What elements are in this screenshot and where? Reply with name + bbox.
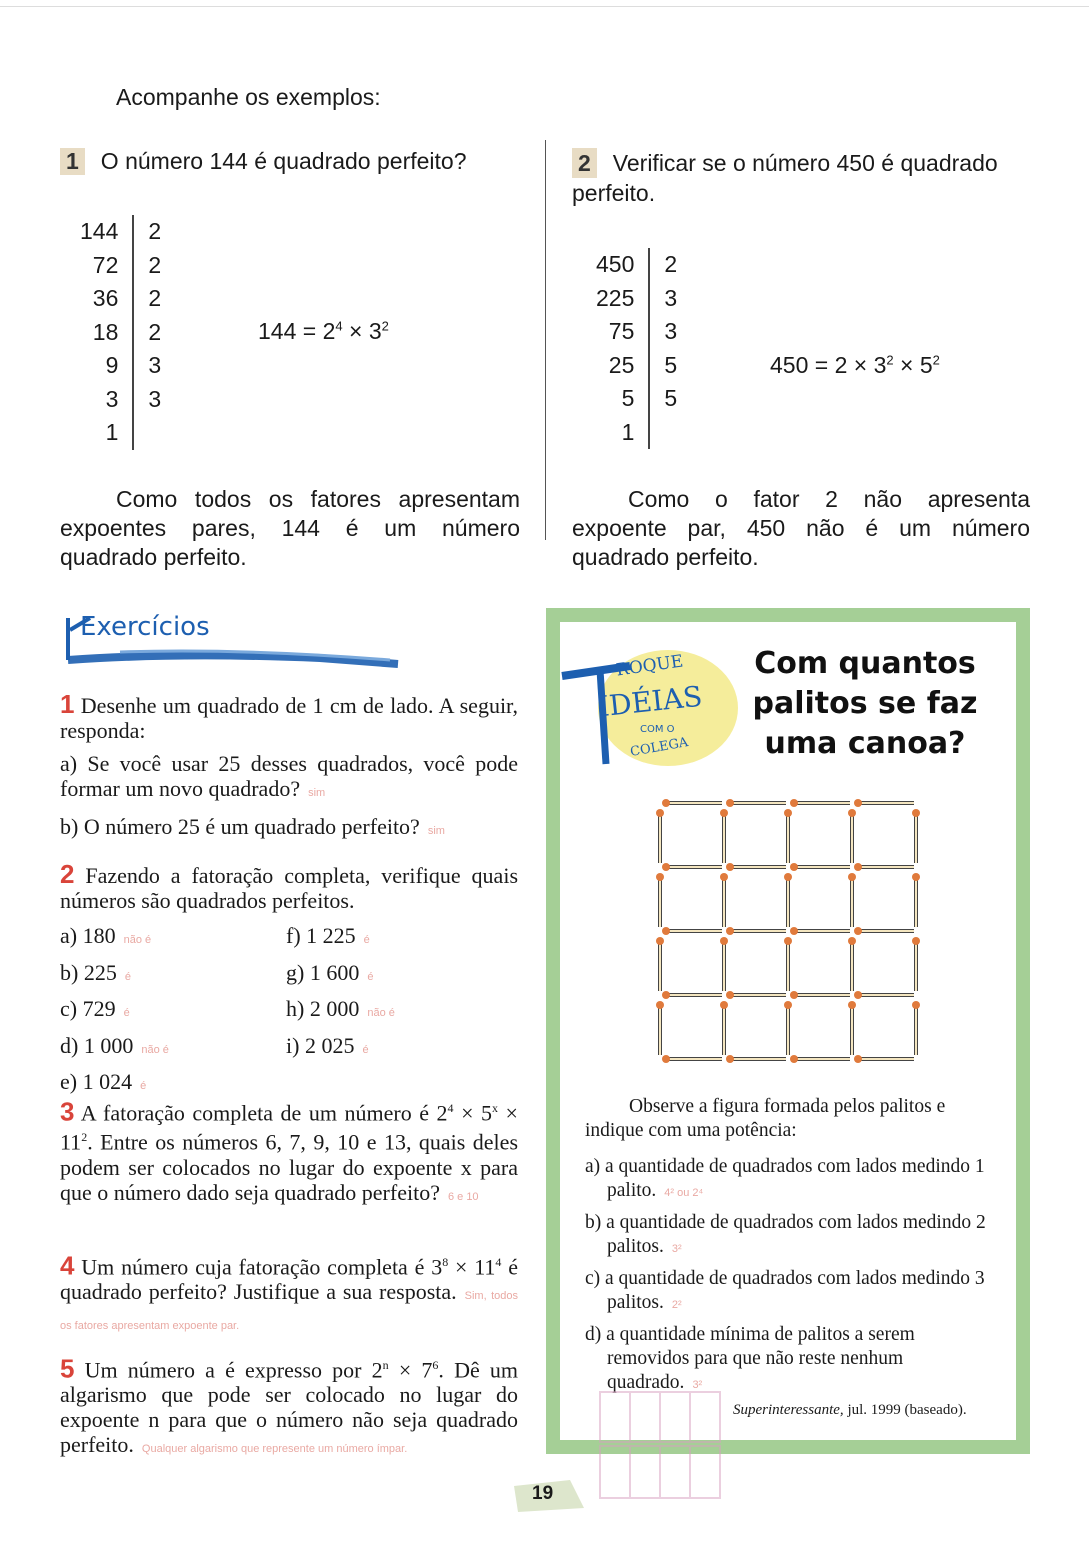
match-head [662,799,670,807]
box-items [585,1155,990,1403]
source-title: Superinteressante, [733,1402,844,1418]
match-head [662,991,670,999]
matchstick [720,809,728,863]
factor-row [596,349,677,383]
matchstick [784,1001,792,1055]
factor-row [80,316,161,350]
exercise-2-number-value: a) 180 [60,923,116,948]
match-head [790,1055,798,1063]
match-head [726,799,734,807]
prime-factor: 2 [133,249,161,283]
example-1-question [60,148,467,175]
box-question-text: b) a quantidade de quadrados com lados medindo 2 palitos. [585,1212,986,1257]
example-1-number: 1 [60,148,85,175]
prime-factor: 2 [133,215,161,249]
factor-row [596,416,677,450]
result-lhs: 144 = 2 [258,318,336,344]
dividend: 36 [92,285,119,312]
factor-row [80,215,161,249]
exercise-2-answer: é [124,970,131,983]
badge-line-2: IDÉIAS [596,679,704,724]
exercise-4-text-a: Um número cuja fatoração completa é 3 [81,1254,443,1280]
exercise-3-number: 3 [60,1096,75,1127]
matchstick [790,991,850,999]
matchstick [726,991,786,999]
exercise-2-number-value: b) 225 [60,959,117,985]
dividend: 25 [608,351,635,378]
factor-row [80,349,161,383]
match-head [662,1055,670,1063]
match-head [848,937,856,945]
match-head [854,863,862,871]
dividend: 18 [92,318,119,345]
factor-row [596,382,677,416]
matchstick [848,1001,856,1055]
exercise-1-number: 1 [60,689,75,719]
match-head [848,873,856,881]
factor-row [80,383,161,417]
exercise-2-item [286,920,395,957]
exercise-4-answer: Sim, todos os fatores apresentam expoente par. [60,1290,518,1333]
prime-factor [133,416,161,450]
box-question-answer: 3² [671,1243,682,1255]
exercise-1b-answer: sim [427,825,445,837]
matchstick [848,937,856,991]
dividend: 3 [105,385,119,412]
exercise-4-number: 4 [60,1250,75,1281]
match-head [656,1001,664,1009]
matchstick [720,873,728,927]
match-head [662,927,670,935]
exercise-5-exp-a: n [382,1358,389,1372]
box-title: Com quantos palitos se faz uma canoa? [752,646,978,761]
match-head [720,809,728,817]
matchstick [662,863,722,871]
match-head [656,809,664,817]
exercise-2-number-value: d) 1 000 [60,1032,134,1058]
exercise-2-answer: não é [123,934,152,946]
example-1-conclusion: Como todos os fatores apresentam expoentes pares, 144 é um número quadrado perfeito. [60,486,520,570]
matchstick [854,991,914,999]
dividend: 1 [105,419,119,446]
exercise-2 [60,859,518,913]
exercise-1 [60,689,519,844]
exercise-2-answer: não é [367,1007,395,1019]
matchstick [720,937,728,991]
page-number: 19 [532,1483,554,1504]
match-head [854,799,862,807]
dividend: 75 [608,318,635,345]
factor-row [596,282,677,316]
match-head [784,1001,792,1009]
exercise-3-text-a: A fatoração completa de um número é 2 [80,1100,448,1126]
matchstick [790,863,850,871]
example-1-result [258,318,389,345]
match-head [726,991,734,999]
exercise-3-text-b: × 5 [453,1100,493,1126]
exercise-5-text-b: × 7 [388,1357,433,1383]
factor-row [80,416,161,450]
match-head [656,937,664,945]
exercise-4-text-c: é quadrado perfeito? Justifique a sua resposta. [60,1254,518,1305]
exercise-2-answer: é [367,970,374,983]
exercise-2-number-value: e) 1 024 [60,1069,133,1094]
box-question-text: c) a quantidade de quadrados com lados medindo 3 palitos. [585,1268,985,1313]
exercise-2-number: 2 [60,859,75,889]
top-rule [0,6,1089,7]
exercise-2-number-value: f) 1 225 [286,923,356,948]
faint-matchstick-ghost [596,1388,726,1504]
exercise-1-text: Desenhe um quadrado de 1 cm de lado. A seguir, responda: [60,693,519,743]
exercise-5-answer: Qualquer algarismo que represente um número ímpar. [141,1443,408,1456]
prime-factor: 2 [133,316,161,350]
box-question [585,1155,990,1205]
badge-line-4: COLEGA [629,735,690,760]
matchstick [726,863,786,871]
matchstick [662,927,722,935]
result-mid: × 3 [342,318,382,344]
box-question-text: a) a quantidade de quadrados com lados medindo 1 palito. [585,1156,985,1201]
matchstick [662,991,722,999]
matchstick [656,937,664,991]
match-head [854,927,862,935]
exercise-2-answer: é [140,1080,147,1092]
matchstick [784,873,792,927]
example-1-question-text: O número 144 é quadrado perfeito? [100,148,467,174]
exercise-2-number-value: g) 1 600 [286,959,360,985]
dividend: 225 [596,284,635,311]
source-date: jul. 1999 (baseado). [843,1402,967,1418]
example-2-question-text: Verificar se o número 450 é quadrado perfeito. [572,150,998,206]
matchstick [784,937,792,991]
matchstick [790,1055,850,1063]
factor-row [596,315,677,349]
box-intro: Observe a figura formada pelos palitos e indique com uma potência: [585,1096,946,1141]
exercise-2-left-column [60,920,169,1103]
prime-factor: 3 [133,383,161,417]
exercise-3-text-c: × 11 [60,1100,518,1155]
match-head [726,863,734,871]
exercise-5-text-a: Um número a é expresso por 2 [84,1357,383,1383]
match-head [720,1001,728,1009]
exercise-2-item [60,993,169,1030]
exercises-title: Exercícios [80,612,210,642]
match-head [726,927,734,935]
matchstick-grid [652,795,928,1063]
matchstick [854,927,914,935]
result-exp1: 4 [335,318,343,334]
exercise-2-answer: não é [141,1043,169,1056]
exercise-1a-answer: sim [308,787,326,799]
matchstick [662,799,722,807]
match-head [790,863,798,871]
exercise-2-answer: é [123,1007,130,1019]
exercise-5 [60,1353,518,1462]
column-divider [545,140,546,540]
match-head [784,937,792,945]
exercise-2-answer: é [362,1043,369,1056]
dividend: 5 [621,385,635,412]
factor-row [596,248,677,282]
result-exp2: 2 [381,318,389,334]
box-question-answer: 4² ou 2⁴ [664,1187,704,1199]
match-head [848,809,856,817]
exercise-2-text: Fazendo a fatoração completa, verifique quais números são quadrados perfeitos. [60,863,518,913]
matchstick [912,1001,920,1055]
match-head [720,937,728,945]
factor-row [80,249,161,283]
matchstick [790,799,850,807]
matchstick [662,1055,722,1063]
dividend: 144 [80,218,119,245]
exercise-2-number-value: c) 729 [60,996,116,1021]
matchstick [848,873,856,927]
exercise-2-item [60,957,169,994]
dividend: 9 [105,352,119,379]
prime-factor: 3 [649,282,677,316]
result-mid: × 5 [893,352,933,378]
prime-factor: 2 [649,248,677,282]
match-head [790,991,798,999]
example-2-factor-table [596,248,677,449]
exercise-4-exp-b: 4 [495,1255,502,1269]
matchstick [854,799,914,807]
prime-factor: 3 [133,349,161,383]
exercise-2-item [286,993,395,1030]
match-head [784,809,792,817]
exercise-2-item [286,957,395,994]
matchstick [848,809,856,863]
match-head [912,1001,920,1009]
match-head [662,863,670,871]
match-head [912,809,920,817]
match-head [790,927,798,935]
match-head [912,937,920,945]
exercise-1a-text: a) Se você usar 25 desses quadrados, você pode formar um novo quadrado? [60,751,518,801]
exercise-4 [60,1250,518,1339]
matchstick [854,863,914,871]
example-2-result [770,352,940,379]
exercise-2-number-value: h) 2 000 [286,996,360,1021]
matchstick [912,873,920,927]
dividend: 1 [621,418,635,445]
exercise-1b-text: b) O número 25 é um quadrado perfeito? [60,814,420,839]
prime-factor: 3 [649,315,677,349]
exercise-3 [60,1096,518,1210]
box-source [733,1402,967,1419]
exercise-2-number-value: i) 2 025 [286,1032,355,1058]
match-head [726,1055,734,1063]
box-question-answer: 3² [692,1379,703,1391]
box-question [585,1267,990,1317]
example-1-factor-table [80,215,161,450]
exercise-4-exp-a: 8 [442,1255,449,1269]
matchstick [726,1055,786,1063]
match-head [784,873,792,881]
prime-factor: 5 [649,382,677,416]
match-head [656,873,664,881]
box-question-answer: 2² [671,1299,682,1311]
box-question [585,1323,990,1397]
exercise-3-exp-a: 4 [447,1101,454,1115]
factor-row [80,282,161,316]
example-2-question [572,148,1042,208]
example-2-number: 2 [572,148,597,178]
match-head [790,799,798,807]
box-question [585,1211,990,1261]
dividend: 450 [596,251,635,278]
match-head [854,991,862,999]
prime-factor: 2 [133,282,161,316]
prime-factor [649,416,677,450]
match-head [912,873,920,881]
matchstick [656,809,664,863]
exercise-5-exp-b: 6 [432,1358,439,1372]
exercise-3-exp-b: x [492,1101,499,1115]
exercise-4-text-b: × 11 [448,1254,496,1280]
box-question-text: d) a quantidade mínima de palitos a serem removidos para que não reste nenhum quadrado. [585,1324,915,1393]
badge-line-1: ROQUE [614,651,685,681]
result-exp2: 2 [932,352,940,368]
matchstick [656,873,664,927]
matchstick [726,927,786,935]
exercise-2-answer: é [363,934,370,946]
matchstick [912,937,920,991]
exercise-5-text-c: . Dê um algarismo que pode ser colocado no lugar do expoente n para que o número não seja quadrado perfeito. [60,1357,518,1458]
dividend: 72 [92,251,119,278]
exercise-2-item [286,1030,395,1067]
match-head [720,873,728,881]
matchstick [912,809,920,863]
badge-line-3: COM O [640,724,675,735]
exercise-3-text-d: . Entre os números 6, 7, 9, 10 e 13, quais deles podem ser colocados no lugar do expoente x para que o número dado seja quadrado perfeito? [60,1129,518,1205]
result-lhs: 450 = 2 × 3 [770,352,887,378]
match-head [854,1055,862,1063]
matchstick [726,799,786,807]
matchstick [790,927,850,935]
intro-text: Acompanhe os exemplos: [116,84,381,110]
exercise-3-answer: 6 e 10 [447,1190,479,1203]
matchstick [656,1001,664,1055]
exercise-3-exp-c: 2 [81,1130,88,1145]
matchstick [854,1055,914,1063]
exercise-2-right-column [286,920,395,1066]
match-head [848,1001,856,1009]
exercise-5-number: 5 [60,1353,75,1384]
example-2-conclusion: Como o fator 2 não apresenta expoente par, 450 não é um número quadrado perfeito. [572,486,1030,570]
exercise-2-item [60,920,169,957]
matchstick [784,809,792,863]
prime-factor: 5 [649,349,677,383]
exercise-2-item [60,1030,169,1067]
matchstick [720,1001,728,1055]
result-exp1: 2 [886,352,894,368]
